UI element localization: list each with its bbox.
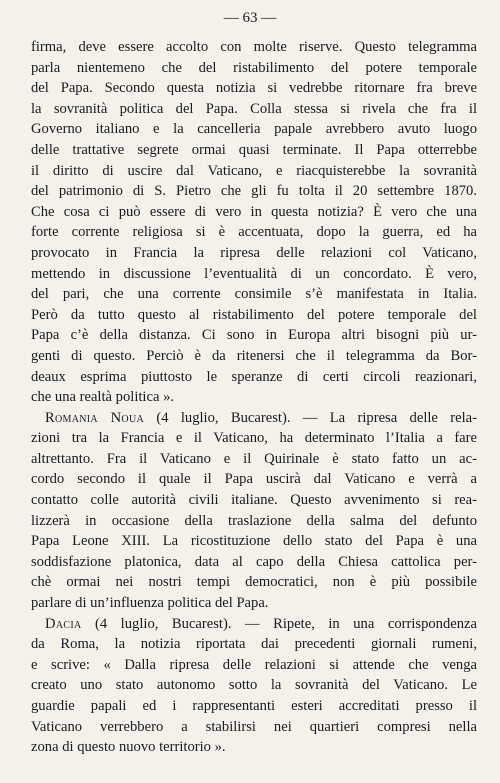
page-number: — 63 — — [223, 10, 277, 26]
newspaper-name: Romania Noua — [45, 409, 144, 426]
text-line — [31, 490, 477, 511]
line-text: mettendo in discussione l’eventualità di un concordato. È vero, — [31, 265, 477, 282]
text-line — [31, 572, 477, 593]
text-line — [31, 181, 477, 202]
text-line — [31, 531, 477, 552]
line-text: deaux esprima piuttosto le speranze di certi circoli reazionari, — [31, 368, 477, 385]
line-text: del pari, che una corrente consimile s’è manifestata in Italia. — [31, 286, 477, 303]
line-text: chè ormai nei nostri tempi democratici, non è più possibile — [31, 574, 477, 591]
newspaper-name: Dacia — [45, 615, 82, 632]
line-text: Però da tutto questo al ristabilimento del potere temporale del — [31, 306, 477, 323]
line-text: del patrimonio di S. Pietro che gli fu tolta il 20 settembre 1870. — [31, 183, 477, 200]
line-text: il diritto di uscire dal Vaticano, e riacquisterebbe la sovranità — [31, 162, 477, 179]
line-text: zioni tra la Francia e il Vaticano, ha determinato l’Italia a fare — [31, 430, 477, 447]
text-line — [31, 325, 477, 346]
text-line — [31, 99, 477, 120]
line-text: e scrive: « Dalla ripresa delle relazioni si attende che venga — [31, 656, 477, 673]
line-text: contatto colle autorità civili italiane. Questo avvenimento si rea- — [31, 492, 477, 509]
text-line — [31, 78, 477, 99]
paragraph — [31, 614, 477, 758]
line-text: parla nientemeno che del ristabilimento del potere temporale — [31, 59, 477, 76]
line-text: provocato in Francia la ripresa delle relazioni col Vaticano, — [31, 244, 477, 261]
line-text: Vaticano verrebbero a stabilirsi nei quartieri compresi nella — [31, 718, 477, 735]
line-text: delle trattative segrete ormai quasi terminate. Il Papa otterrebbe — [31, 141, 477, 158]
text-line — [31, 696, 477, 717]
text-line — [31, 634, 477, 655]
text-line — [31, 737, 477, 758]
line-text: cordo secondo il quale il Papa uscirà dal Vaticano e verrà a — [31, 471, 477, 488]
text-line — [31, 37, 477, 58]
line-text: che una realtà politica ». — [31, 389, 175, 406]
text-line — [31, 305, 477, 326]
line-text: altrettanto. Fra il Vaticano e il Quirinale è stato fatto un ac- — [31, 450, 477, 467]
text-line — [31, 284, 477, 305]
text-line — [31, 655, 477, 676]
line-text: la sovranità politica del Papa. Colla stessa si rivela che fra il — [31, 100, 477, 117]
text-line — [31, 346, 477, 367]
line-text: del Papa. Secondo questa notizia si vedrebbe ritornare fra breve — [31, 80, 477, 97]
text-line — [31, 428, 477, 449]
text-line — [31, 408, 477, 429]
line-text: Papa c’è della distanza. Ci sono in Europa altri bisogni più ur- — [31, 327, 477, 344]
line-text: soddisfazione platonica, data al capo della Chiesa cattolica per- — [31, 553, 477, 570]
text-line — [31, 367, 477, 388]
line-text: Papa Leone XIII. La ricostituzione dello stato del Papa è una — [31, 533, 477, 550]
line-text: da Roma, la notizia riportata dai precedenti giornali rumeni, — [31, 636, 477, 653]
body-text — [31, 37, 477, 758]
line-text: Governo italiano e la cancelleria papale avrebbero avuto luogo — [31, 121, 477, 138]
text-line — [31, 511, 477, 532]
line-text: guardie papali ed i rappresentanti esteri accreditati presso il — [31, 698, 477, 714]
text-line — [31, 140, 477, 161]
text-line — [31, 243, 477, 264]
text-line — [31, 614, 477, 635]
line-text: Che cosa ci può essere di vero in questa notizia? È vero che una — [31, 203, 477, 220]
text-line — [31, 387, 477, 408]
line-text: firma, deve essere accolto con molte riserve. Questo telegramma — [31, 39, 477, 55]
paragraph — [31, 37, 477, 408]
line-text: genti di questo. Perciò è da ritenersi che il telegramma da Bor- — [31, 347, 477, 364]
line-text: parlare di un’influenza politica del Papa. — [31, 595, 269, 612]
text-line — [31, 552, 477, 573]
text-line — [31, 58, 477, 79]
line-text: lizzerà in occasione della traslazione della salma del defunto — [31, 512, 477, 529]
line-text: (4 luglio, Bucarest). — Ripete, in una corrispondenza — [81, 615, 477, 632]
text-line — [31, 222, 477, 243]
line-text: (4 luglio, Bucarest). — La ripresa delle rela- — [144, 409, 477, 426]
line-text: creato uno stato autonomo sotto la sovranità del Vaticano. Le — [31, 677, 477, 694]
line-text: forte corrente religiosa si è accentuata, dopo la guerra, ed ha — [31, 224, 477, 241]
text-line — [31, 593, 477, 614]
text-line — [31, 449, 477, 470]
text-line — [31, 202, 477, 223]
text-line — [31, 469, 477, 490]
text-line — [31, 119, 477, 140]
text-line — [31, 675, 477, 696]
paragraph — [31, 408, 477, 614]
line-text: zona di questo nuovo territorio ». — [31, 739, 226, 756]
text-line — [31, 264, 477, 285]
text-line — [31, 161, 477, 182]
text-line — [31, 717, 477, 738]
